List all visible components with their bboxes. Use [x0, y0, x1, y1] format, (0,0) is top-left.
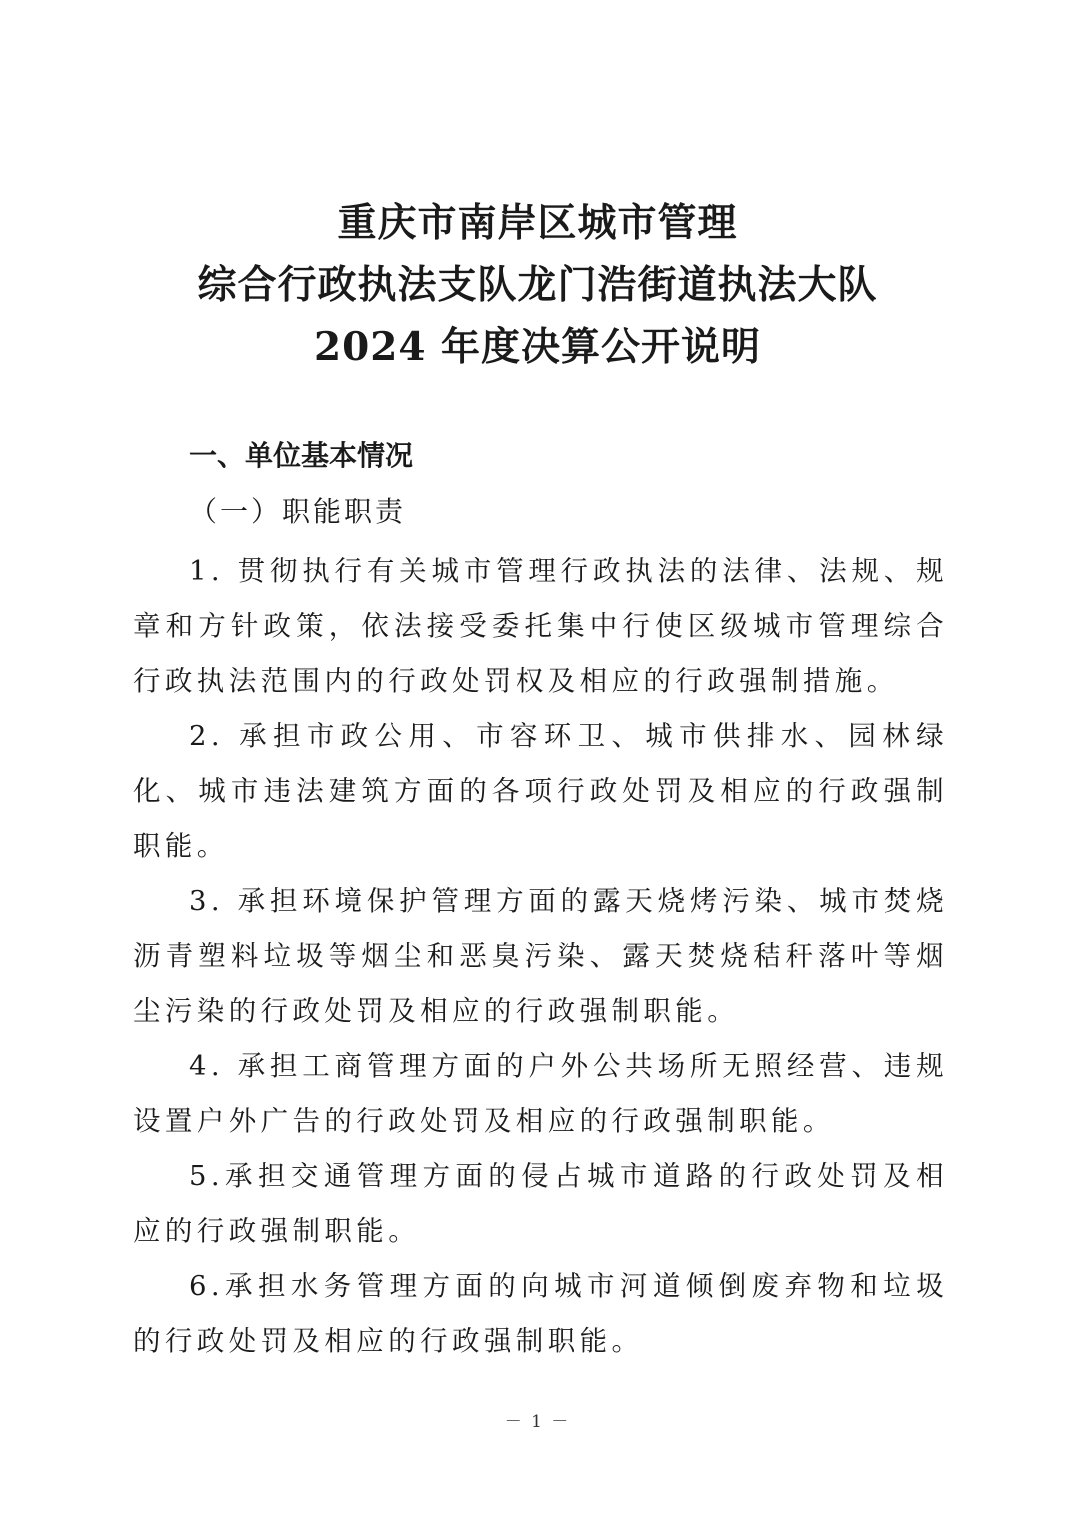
document-title [0, 192, 1075, 378]
paragraph-3: 3. 承担环境保护管理方面的露天烧烤污染、城市焚烧沥青塑料垃圾等烟尘和恶臭污染、露天焚烧秸秆落叶等烟尘污染的行政处罚及相应的行政强制职能。 [133, 885, 948, 1027]
paragraph-1: 1. 贯彻执行有关城市管理行政执法的法律、法规、规章和方针政策，依法接受委托集中行使区级城市管理综合行政执法范围内的行政处罚权及相应的行政强制措施。 [133, 555, 948, 697]
paragraph-5: 5.承担交通管理方面的侵占城市道路的行政处罚及相应的行政强制职能。 [133, 1160, 948, 1247]
paragraph-2: 2. 承担市政公用、市容环卫、城市供排水、园林绿化、城市违法建筑方面的各项行政处罚及相应的行政强制职能。 [133, 720, 948, 862]
document-body [133, 433, 948, 1369]
paragraph-6: 6.承担水务管理方面的向城市河道倾倒废弃物和垃圾的行政处罚及相应的行政强制职能。 [133, 1270, 948, 1357]
paragraph-4: 4. 承担工商管理方面的户外公共场所无照经营、违规设置户外广告的行政处罚及相应的行政强制职能。 [133, 1050, 948, 1137]
page-number: － 1 － [504, 1412, 571, 1432]
subsection-heading: （一）职能职责 [189, 495, 407, 528]
title-line-2: 综合行政执法支队龙门浩街道执法大队 [197, 262, 878, 308]
section-heading: 一、单位基本情况 [189, 439, 414, 472]
title-line-1: 重庆市南岸区城市管理 [337, 200, 738, 246]
title-line-3: 2024 年度决算公开说明 [313, 324, 762, 370]
